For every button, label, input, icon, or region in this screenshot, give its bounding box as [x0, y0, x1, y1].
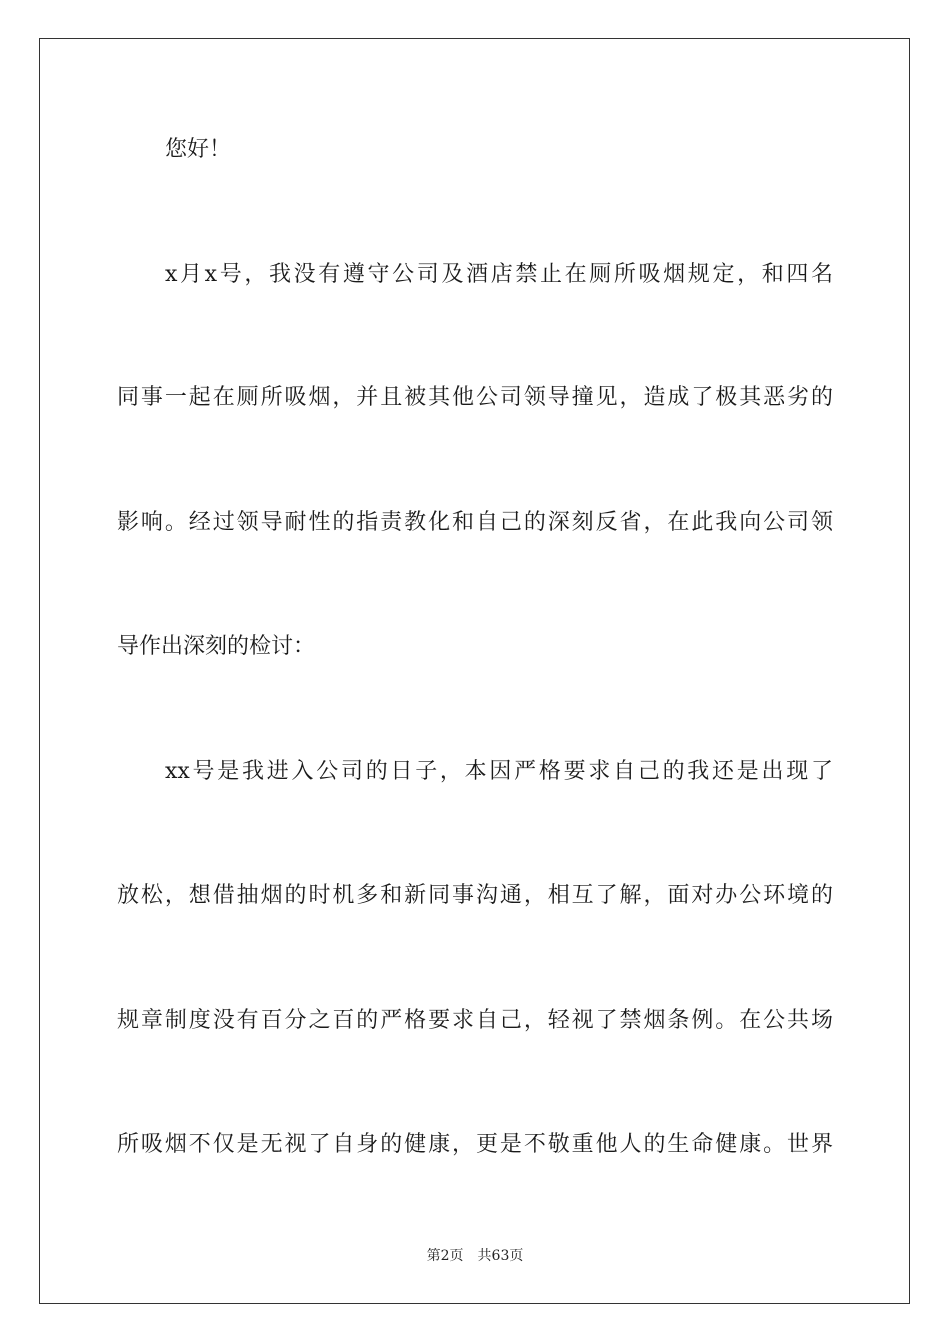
paragraph-2-line-2: 放松，想借抽烟的时机多和新同事沟通，相互了解，面对办公环境的 — [117, 883, 833, 908]
paragraph-1-line-2: 同事一起在厕所吸烟，并且被其他公司领导撞见，造成了极其恶劣的 — [117, 385, 833, 410]
paragraph-1-line-3: 影响。经过领导耐性的指责教化和自己的深刻反省，在此我向公司领 — [117, 510, 833, 535]
paragraph-1-line-1: x月x号，我没有遵守公司及酒店禁止在厕所吸烟规定，和四名 — [165, 262, 833, 287]
page-frame — [39, 38, 910, 1304]
paragraph-2-line-1: xx号是我进入公司的日子，本因严格要求自己的我还是出现了 — [165, 759, 833, 784]
paragraph-2-line-4: 所吸烟不仅是无视了自身的健康，更是不敬重他人的生命健康。世界 — [117, 1132, 833, 1157]
page-footer — [0, 1246, 950, 1266]
paragraph-1-line-4: 导作出深刻的检讨： — [117, 634, 316, 659]
total-pages: 共63页 — [477, 1248, 524, 1264]
paragraph-2-line-3: 规章制度没有百分之百的严格要求自己，轻视了禁烟条例。在公共场 — [117, 1008, 833, 1033]
page-number: 第2页 — [426, 1248, 464, 1264]
greeting-line: 您好！ — [165, 137, 232, 162]
